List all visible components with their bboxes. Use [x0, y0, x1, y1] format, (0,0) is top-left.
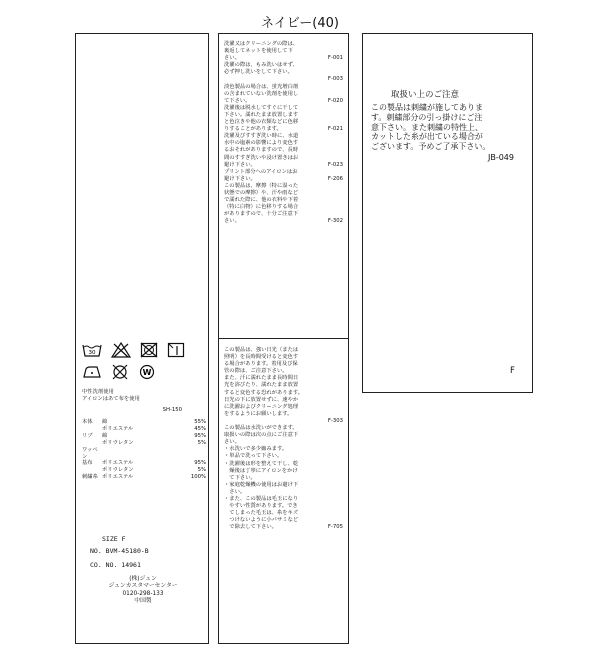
- material-pct: 5%: [197, 467, 206, 474]
- instruction-line: [224, 453, 343, 460]
- care-label-instructions: [218, 33, 349, 644]
- instructions-top: [224, 41, 343, 225]
- material-row: [82, 419, 206, 426]
- instruction-code: F-303: [327, 417, 343, 424]
- instruction-text: りすることがあります。: [224, 126, 282, 133]
- instruction-text: [224, 418, 226, 425]
- instruction-line: [224, 190, 343, 197]
- material-material: 綿: [102, 432, 108, 439]
- instruction-code: F-023: [327, 161, 343, 168]
- instruction-text: ・水洗いで多少縮みます。: [224, 446, 288, 453]
- instruction-line: [224, 176, 343, 183]
- caution-line: ございます。予めご了承下さい。: [371, 142, 491, 152]
- instruction-text: この製品は、摩擦（特に湿った: [224, 182, 299, 189]
- instruction-text: 洗濯又はクリーニングの際は、: [224, 41, 299, 47]
- instruction-line: [224, 418, 343, 425]
- instruction-text: 管の際は、ご注意下さい。: [224, 368, 288, 375]
- instruction-text: て下さい。: [224, 97, 251, 104]
- material-pct: 95%: [194, 460, 206, 467]
- page-title: ネイビー(40): [261, 16, 339, 31]
- instruction-text: に洗濯およびクリーニング処理: [224, 403, 299, 410]
- instruction-text: ・洗濯後は形を整えて干し、乾: [224, 460, 299, 467]
- material-part: リブ: [82, 432, 93, 439]
- instruction-line: [224, 524, 343, 531]
- company-info: [76, 576, 210, 606]
- instruction-text: てしまった毛玉は、糸をキズ: [224, 510, 299, 517]
- instruction-line: [224, 468, 343, 475]
- material-part: [82, 440, 102, 447]
- material-part: 基布: [82, 460, 93, 467]
- instruction-text: 避け下さい。: [224, 161, 256, 168]
- wash-30-icon: [82, 342, 102, 362]
- customer-center: ジュンカスタマーセンター: [108, 583, 178, 590]
- instruction-text: 間のすすぎ洗いや浸け置きはお: [224, 154, 299, 161]
- size-text: SIZE F: [102, 535, 126, 543]
- instruction-text: 取扱いの際は次の点にご注意下: [224, 432, 299, 439]
- instruction-text: 光を浴びたり、濡れたまま放置: [224, 382, 299, 389]
- instruction-text: 状態での摩擦）や、汗や雨など: [224, 189, 299, 196]
- instruction-line: [224, 475, 343, 482]
- care-symbols: [82, 342, 206, 386]
- instruction-text: で除去して下さい。: [224, 524, 277, 531]
- instructions-bottom: [224, 347, 343, 531]
- instruction-line: [224, 112, 343, 119]
- instruction-line: [224, 390, 343, 397]
- instruction-text: この製品は、強い日光（または: [224, 347, 299, 353]
- phone-number: 0120-298-133: [122, 590, 164, 597]
- instruction-line: [224, 147, 343, 154]
- material-pct: 100%: [190, 474, 206, 481]
- instruction-text: 燥後は丁寧にアイロンをかけ: [224, 467, 298, 474]
- instruction-line: [224, 397, 343, 404]
- instruction-text: ・また、この製品は毛玉になり: [224, 495, 299, 502]
- instruction-code: F-001: [327, 55, 343, 62]
- material-row: [82, 440, 206, 447]
- product-number: NO. BVM-45180-B: [90, 547, 149, 555]
- instruction-text: 必ず押し洗いをして下さい。: [224, 69, 293, 76]
- instruction-text: ・単品で洗って下さい。: [224, 453, 283, 460]
- instruction-line: [224, 105, 343, 112]
- instruction-line: [224, 482, 343, 489]
- caution-line: カットした糸が出ている場合が: [371, 132, 483, 142]
- instruction-text: 洗濯の際は、もみ洗いはせず、: [224, 62, 298, 69]
- instruction-text: で濡れた際に、他の衣料や下着: [224, 197, 299, 204]
- instruction-line: [224, 411, 343, 418]
- co-number: CO. NO. 14961: [90, 561, 141, 569]
- material-pct: 95%: [194, 432, 206, 439]
- instruction-line: [224, 382, 343, 389]
- care-label-embroidery: [362, 33, 533, 393]
- care-label-materials: [75, 33, 209, 644]
- svg-text:W: W: [142, 367, 152, 377]
- material-part: 本体: [82, 419, 93, 425]
- no-tumble-dry-icon: [140, 342, 158, 362]
- material-row: [82, 467, 206, 474]
- material-row: [82, 447, 206, 461]
- material-material: ポリエステル: [102, 425, 134, 432]
- material-material: ポリエステル: [102, 474, 134, 481]
- iron-low-icon: [82, 364, 102, 384]
- care-note: 中性洗剤使用 アイロンはあて布を使用: [82, 389, 140, 403]
- svg-text:30: 30: [88, 350, 96, 356]
- company-name: (株)ジュン: [129, 576, 157, 582]
- instruction-line: [224, 496, 343, 503]
- material-material: [102, 447, 182, 461]
- instruction-code: F-021: [327, 126, 343, 133]
- material-pct: 45%: [194, 425, 206, 432]
- material-row: [82, 426, 206, 433]
- material-row: [82, 460, 206, 467]
- instruction-text: 淡色製品の場合は、蛍光増白剤: [224, 83, 299, 90]
- line-dry-shade-icon: [167, 342, 185, 362]
- instruction-line: [224, 98, 343, 105]
- material-row: [82, 433, 206, 440]
- material-row: [82, 474, 206, 481]
- instruction-text: るおそれがありますので、長時: [224, 147, 299, 154]
- instruction-text: さい。: [224, 439, 240, 446]
- instruction-text: やすい性質があります。でき: [224, 503, 298, 510]
- no-bleach-icon: [111, 342, 131, 362]
- label-mark: F: [510, 366, 515, 376]
- instruction-line: [224, 162, 343, 169]
- instruction-code: F-705: [327, 524, 343, 531]
- sh-code: SH-150: [162, 407, 182, 413]
- instruction-text: さい。: [224, 488, 246, 495]
- instruction-text: 下さい。濡れたまま放置します: [224, 111, 299, 118]
- instruction-text: 裏返してネットを使用して下: [224, 48, 293, 55]
- material-pct: 55%: [194, 419, 206, 425]
- instruction-text: て下さい。: [224, 474, 256, 481]
- material-pct: 5%: [197, 439, 206, 446]
- instruction-line: [224, 91, 343, 98]
- caution-heading: 取扱い上のご注意: [391, 90, 460, 100]
- instruction-text: 洗濯及びすすぎ洗い時に、水道: [224, 133, 299, 140]
- instruction-code: F-206: [327, 175, 343, 182]
- instruction-text: 日光の下に放置せずに、速やか: [224, 396, 299, 403]
- instruction-text: さい。: [224, 55, 240, 62]
- instruction-line: [224, 169, 343, 176]
- material-composition: [82, 419, 206, 481]
- instruction-text: 水中の塩素の影響により変色す: [224, 140, 299, 147]
- instruction-text: また、汗に濡れたまま長時間日: [224, 375, 299, 382]
- instruction-line: [224, 48, 343, 55]
- instruction-text: 洗濯後は脱水してすぐに干して: [224, 104, 299, 111]
- country-of-origin: 中国製: [134, 598, 152, 605]
- instruction-line: [224, 155, 343, 162]
- instruction-line: [224, 489, 343, 496]
- caution-line: この製品は刺繍が施してありま: [371, 103, 483, 112]
- instruction-line: [224, 84, 343, 91]
- material-material: 綿: [102, 419, 108, 425]
- instruction-text: すると変色する恐れがあります。: [224, 389, 304, 396]
- caution-text: [371, 103, 531, 152]
- instruction-code: F-020: [327, 97, 343, 104]
- instruction-text: [224, 76, 226, 83]
- instruction-line: [224, 183, 343, 190]
- instruction-text: の含まれていない洗剤を使用し: [224, 90, 299, 97]
- wet-clean-icon: [138, 364, 156, 384]
- instruction-line: [224, 432, 343, 439]
- divider: [219, 338, 348, 339]
- caution-line: す。刺繍部分の引っ掛けにご注: [371, 112, 483, 122]
- instruction-text: つけないように小バサミなど: [224, 517, 299, 524]
- instruction-line: [224, 76, 343, 83]
- instruction-line: [224, 218, 343, 225]
- instruction-line: [224, 69, 343, 76]
- caution-code: JB-049: [487, 153, 514, 162]
- material-part: [82, 426, 102, 433]
- instruction-line: [224, 461, 343, 468]
- instruction-text: 照明）を長時間受けると変色す: [224, 354, 299, 361]
- material-part: 刺繍糸: [82, 474, 98, 481]
- material-material: ポリウレタン: [102, 439, 134, 446]
- material-pct: [182, 447, 206, 461]
- no-dry-clean-icon: [111, 364, 129, 384]
- caution-line: 意下さい。また刺繍の特性上、: [371, 122, 483, 132]
- instruction-text: この製品は水洗いができます。: [224, 425, 298, 432]
- instruction-text: と色泣きや他の衣類などに色移: [224, 119, 299, 126]
- instruction-line: [224, 404, 343, 411]
- instruction-text: ・家庭乾燥機の使用はお避け下: [224, 481, 299, 488]
- instruction-code: F-003: [327, 76, 343, 83]
- material-material: ポリウレタン: [102, 467, 134, 474]
- instruction-text: がありますので、十分ご注意下: [224, 211, 299, 218]
- instruction-text: 避け下さい。: [224, 175, 256, 182]
- material-material: ポリエステル: [102, 460, 134, 467]
- instruction-text: （特に白物）に色移りする場合: [224, 204, 299, 211]
- instruction-text: をするようにお願いします。: [224, 410, 293, 417]
- instruction-line: [224, 211, 343, 218]
- instruction-code: F-302: [327, 218, 343, 225]
- material-part: ワッペン: [82, 446, 98, 460]
- instruction-text: さい。: [224, 218, 240, 225]
- instruction-text: る場合があります。着用及び保: [224, 361, 298, 368]
- instruction-text: プリント部分へのアイロンはお: [224, 168, 298, 175]
